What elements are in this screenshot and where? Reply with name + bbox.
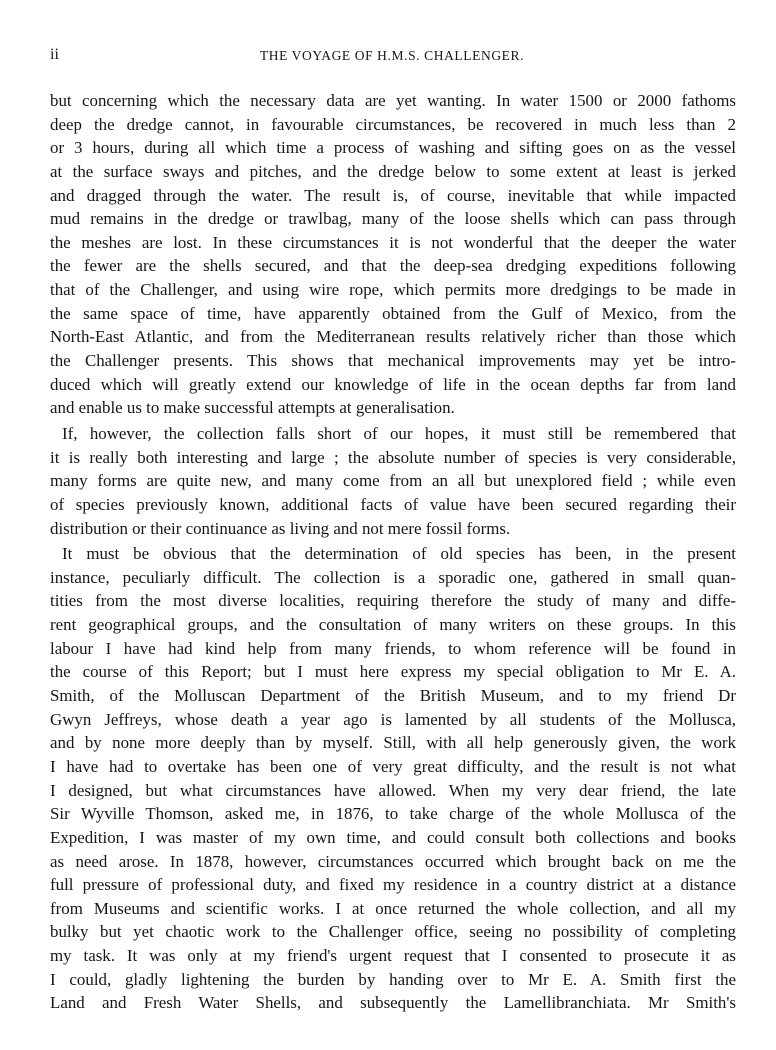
text-line: from Museums and scientific works. I at once returned the whole collection, and all my: [50, 898, 736, 918]
text-line: rent geographical groups, and the consultation of many writers on these groups. In this: [50, 615, 736, 635]
text-line: distribution or their continuance as living and not mere fossil forms.: [50, 518, 511, 538]
paragraph-3: [50, 542, 736, 1015]
text-line: Sir Wyville Thomson, asked me, in 1876, to take charge of the whole Mollusca of the: [50, 804, 736, 824]
text-line: deep the dredge cannot, in favourable circumstances, be recovered in much less than 2: [50, 114, 736, 134]
text-line: the fewer are the shells secured, and that the deep-sea dredging expeditions following: [50, 256, 736, 276]
text-line: the same space of time, have apparently obtained from the Gulf of Mexico, from the: [50, 303, 736, 323]
text-line: at the surface sways and pitches, and the dredge below to some extent at least is jerked: [50, 161, 736, 181]
text-line: labour I have had kind help from many friends, to whom reference will be found in: [50, 638, 736, 658]
text-line: the Challenger presents. This shows that mechanical improvements may yet be intro-: [50, 351, 736, 371]
text-line: it is really both interesting and large ; the absolute number of species is very considerable,: [50, 447, 736, 467]
paragraph-2: [50, 422, 736, 540]
text-line: of species previously known, additional facts of value have been secured regarding their: [50, 494, 736, 514]
text-line: tities from the most diverse localities, requiring therefore the study of many and diffe-: [50, 591, 736, 611]
text-line: instance, peculiarly difficult. The collection is a sporadic one, gathered in small quan-: [50, 567, 736, 587]
text-line: It must be obvious that the determination of old species has been, in the present: [62, 544, 736, 564]
text-line: If, however, the collection falls short of our hopes, it must still be remembered that: [62, 423, 736, 443]
text-line: North-East Atlantic, and from the Mediterranean results relatively richer than those which: [50, 327, 736, 347]
text-line: as need arose. In 1878, however, circumstances occurred which brought back on me the: [50, 851, 736, 871]
text-line: and dragged through the water. The result is, of course, inevitable that while impacted: [50, 185, 736, 205]
text-line: the course of this Report; but I must here express my special obligation to Mr E. A.: [50, 662, 736, 682]
paragraph-1: [50, 89, 736, 420]
text-line: or 3 hours, during all which time a process of washing and sifting goes on as the vessel: [50, 138, 736, 158]
text-line: that of the Challenger, and using wire rope, which permits more dredgings to be made in: [50, 280, 736, 300]
text-line: Expedition, I was master of my own time, and could consult both collections and books: [50, 827, 736, 847]
text-line: but concerning which the necessary data are yet wanting. In water 1500 or 2000 fathoms: [50, 91, 736, 110]
text-line: I have had to overtake has been one of very great difficulty, and the result is not what: [50, 756, 736, 776]
text-line: the meshes are lost. In these circumstances it is not wonderful that the deeper the water: [50, 232, 736, 252]
text-line: mud remains in the dredge or trawlbag, many of the loose shells which can pass through: [50, 209, 736, 229]
text-line: Smith, of the Molluscan Department of the British Museum, and to my friend Dr: [50, 686, 736, 706]
page-header: [50, 46, 734, 68]
text-line: and by none more deeply than by myself. Still, with all help generously given, the work: [50, 733, 736, 753]
text-line: my task. It was only at my friend's urgent request that I consented to prosecute it as: [50, 946, 736, 966]
text-line: full pressure of professional duty, and fixed my residence in a country district at a distance: [50, 875, 736, 895]
body-text: [50, 89, 736, 1017]
page-number: ii: [50, 46, 59, 63]
text-line: Gwyn Jeffreys, whose death a year ago is lamented by all students of the Mollusca,: [50, 709, 736, 729]
text-line: and enable us to make successful attempts at generalisation.: [50, 398, 455, 418]
text-line: many forms are quite new, and many come from an all but unexplored field ; while even: [50, 471, 736, 491]
text-line: I could, gladly lightening the burden by handing over to Mr E. A. Smith first the: [50, 969, 736, 989]
text-line: bulky but yet chaotic work to the Challenger office, seeing no possibility of completing: [50, 922, 736, 942]
text-line: I designed, but what circumstances have allowed. When my very dear friend, the late: [50, 780, 736, 800]
running-title: THE VOYAGE OF H.M.S. CHALLENGER.: [259, 48, 525, 63]
text-line: duced which will greatly extend our knowledge of life in the ocean depths far from land: [50, 374, 736, 394]
text-line: Land and Fresh Water Shells, and subsequently the Lamellibranchiata. Mr Smith's: [50, 993, 736, 1013]
